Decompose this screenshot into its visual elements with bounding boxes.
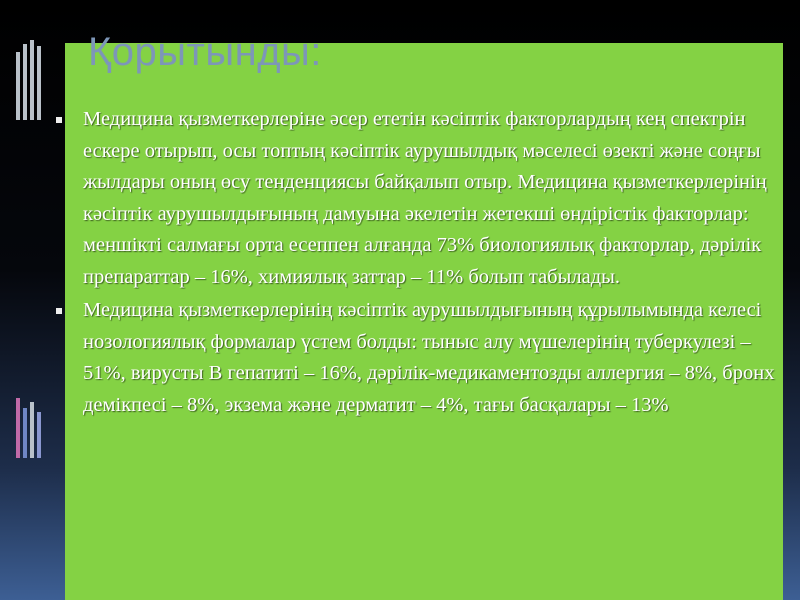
- bullet-text: Медицина қызметкерлерінің кәсіптік аурушылдығының құрылымында келесі нозологиялық формалар үстем болды: тыныс алу мүшелерінің туберкулезі – 51%, вирусты В гепатиті – 16%, дәрілік-медикаментозды аллергия – 8%, бронх демікпесі – 8%, экзема және дерматит – 4%, тағы басқалары – 13%: [83, 299, 775, 416]
- bullet-text: Медицина қызметкерлеріне әсер ететін кәсіптік факторлардың кең спектрін ескере отырып, осы топтың кәсіптік аурушылдық мәселесі өзекті және соңғы жылдары оның өсу тенденциясы байқалып отыр. Медицина қызметкерлерінің кәсіптік аурушылдығының дамуына әкелетін жетекші өндірістік факторлар: меншікті салмағы орта есеппен алғанда 73% биологиялық факторлар, дәрілік препараттар – 16%, химиялық заттар – 11% болып табылады.: [83, 108, 767, 288]
- square-bullet-icon: [56, 308, 62, 314]
- bullet-item: [50, 104, 775, 293]
- slide-title: Қорытынды:: [88, 30, 322, 74]
- decorative-bars-bottom: [16, 398, 42, 458]
- decorative-bars-top: [16, 40, 42, 120]
- square-bullet-icon: [56, 117, 62, 123]
- bullet-item: [50, 295, 775, 421]
- bullet-list: [50, 104, 775, 423]
